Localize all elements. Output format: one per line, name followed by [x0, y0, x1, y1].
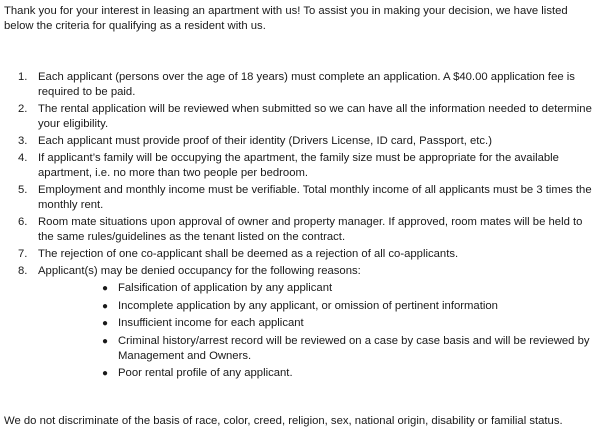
criteria-text: The rejection of one co-applicant shall be deemed as a rejection of all co-applicants.	[38, 248, 459, 260]
criteria-text: Applicant(s) may be denied occupancy for the following reasons:	[38, 265, 361, 277]
criteria-number: 6.	[18, 216, 28, 228]
bullet-icon: ●	[102, 300, 109, 312]
criteria-text: Each applicant (persons over the age of 18 years) must complete an application. A $40.00 application fee is required to be paid.	[38, 71, 575, 98]
criteria-number: 4.	[18, 152, 28, 164]
bullet-icon: ●	[102, 335, 109, 347]
criteria-item-1	[0, 70, 592, 100]
criteria-list	[0, 70, 592, 384]
criteria-item-4	[0, 151, 592, 181]
criteria-number: 8.	[18, 265, 28, 277]
criteria-text: Room mate situations upon approval of owner and property manager. If approved, room mates will be held to the same rules/guidelines as the tenant listed on the contract.	[38, 216, 583, 243]
reason-item	[38, 281, 592, 296]
criteria-item-2	[0, 102, 592, 132]
reason-item	[38, 299, 592, 314]
criteria-item-5	[0, 183, 592, 213]
criteria-item-7	[0, 247, 592, 262]
reason-item	[38, 334, 592, 364]
bullet-icon: ●	[102, 368, 109, 379]
criteria-item-8	[0, 264, 592, 381]
criteria-item-6	[0, 215, 592, 245]
reason-text: Falsification of application by any applicant	[118, 282, 333, 294]
reason-text: Insufficient income for each applicant	[118, 317, 304, 329]
criteria-number: 2.	[18, 103, 28, 115]
criteria-text: Employment and monthly income must be verifiable. Total monthly income of all applicants must be 3 times the monthly rent.	[38, 184, 592, 211]
criteria-text: If applicant’s family will be occupying the apartment, the family size must be appropriate for the available apartment, i.e. no more than two people per bedroom.	[38, 152, 559, 179]
criteria-number: 3.	[18, 135, 28, 147]
criteria-text: The rental application will be reviewed when submitted so we can have all the information needed to determine your eligibility.	[38, 103, 592, 130]
criteria-number: 1.	[18, 71, 28, 83]
bullet-icon: ●	[102, 318, 109, 329]
reason-item	[38, 366, 592, 381]
reason-text: Incomplete application by any applicant, or omission of pertinent information	[118, 299, 498, 312]
reason-text: Criminal history/arrest record will be reviewed on a case by case basis and will be reviewed by Management and Owners.	[118, 334, 590, 362]
criteria-number: 7.	[18, 248, 28, 260]
intro-paragraph: Thank you for your interest in leasing an apartment with us! To assist you in making your decision, we have listed below the criteria for qualifying as a resident with us.	[4, 5, 568, 32]
reason-text: Poor rental profile of any applicant.	[118, 367, 293, 379]
reason-item	[38, 316, 592, 331]
criteria-item-3	[0, 134, 592, 149]
criteria-number: 5.	[18, 184, 28, 196]
criteria-text: Each applicant must provide proof of their identity (Drivers License, ID card, Passport, etc.)	[38, 135, 492, 147]
denial-reasons-list	[38, 281, 592, 381]
bullet-icon: ●	[102, 283, 109, 294]
non-discrimination-statement: We do not discriminate of the basis of race, color, creed, religion, sex, national origin, disability or familial status.	[4, 415, 563, 427]
